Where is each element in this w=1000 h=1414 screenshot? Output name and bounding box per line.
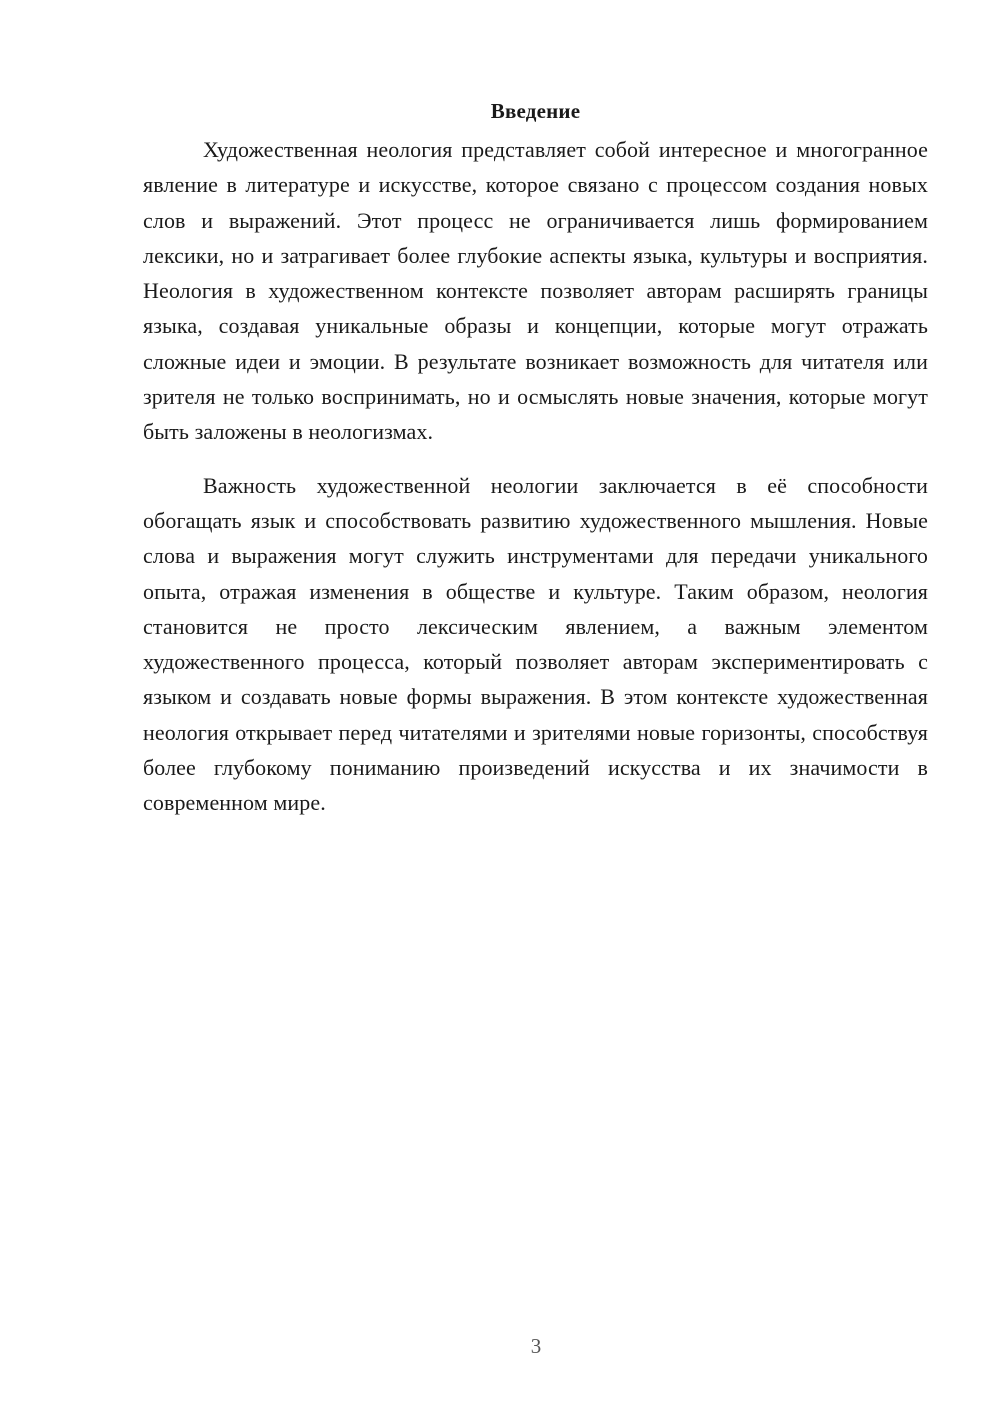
- section-heading: Введение: [490, 99, 581, 123]
- page-number: 3: [530, 1334, 542, 1358]
- paragraph-2: Важность художественной неологии заключается в её способности обогащать язык и способствовать развитию художественного мышления. Новые слова и выражения могут служить инструментами для передачи уникального опыта, отражая изменения в обществе и культуре. Таким образом, неология становится не просто лексическим явлением, а важным элементом художественного процесса, который позволяет авторам экспериментировать с языком и создавать новые формы выражения. В этом контексте художественная неология открывает перед читателями и зрителями новые горизонты, способствуя более глубокому пониманию произведений искусства и их значимости в современном мире.: [143, 472, 928, 816]
- page-content: [143, 96, 928, 839]
- paragraph-1: Художественная неология представляет собой интересное и многогранное явление в литературе и искусстве, которое связано с процессом создания новых слов и выражений. Этот процесс не ограничивается лишь формированием лексики, но и затрагивает более глубокие аспекты языка, культуры и восприятия. Неология в художественном контексте позволяет авторам расширять границы языка, создавая уникальные образы и концепции, которые могут отражать сложные идеи и эмоции. В результате возникает возможность для читателя или зрителя не только воспринимать, но и осмыслять новые значения, которые могут быть заложены в неологизмах.: [143, 137, 928, 445]
